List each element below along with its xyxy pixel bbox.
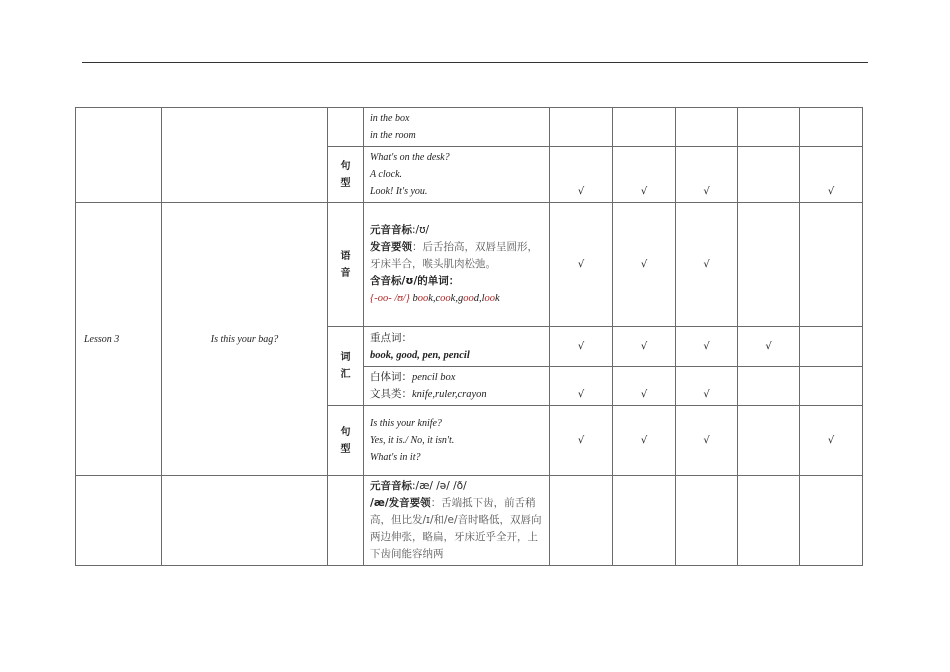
other-vocab-cell [364, 367, 550, 406]
check-mark: √ [613, 406, 676, 476]
category-cell-empty [328, 476, 364, 566]
check-cell [800, 203, 863, 327]
white-vocab-label: 白体词： [370, 371, 412, 383]
example-word [482, 293, 500, 304]
word-part: c [435, 293, 441, 304]
lesson-plan-table [75, 107, 863, 566]
category-vocab [328, 327, 364, 406]
word-part: b [412, 293, 418, 304]
check-cell [800, 476, 863, 566]
check-mark: √ [550, 147, 613, 203]
word-highlight: oo [484, 293, 495, 304]
check-cell [676, 108, 738, 147]
phonics-symbol: :/æ/ /ə/ /ð/ [412, 480, 467, 492]
check-mark: √ [800, 147, 863, 203]
check-mark: √ [676, 367, 738, 406]
category-char: 汇 [340, 369, 351, 380]
lesson-cell-empty [76, 108, 162, 203]
phonics-cell: 元音音标:/ʊ/ 发音要领：后舌抬高，双唇呈圆形，牙床半合，喉头肌肉松弛。 含音标/ʊ/的单词： {-oo- /ʊ/} book,cook,good,look [364, 203, 550, 327]
word-part: g [457, 293, 464, 304]
word-highlight: oo [417, 293, 429, 304]
category-char: 语 [340, 250, 351, 262]
stationery-words: knife,ruler,crayon [412, 389, 487, 400]
check-mark: √ [676, 406, 738, 476]
check-cell [550, 108, 613, 147]
category-sentence [328, 406, 364, 476]
pronunciation-label: 发音要领 [370, 241, 412, 253]
pronunciation-text: ：后舌抬高，双唇呈圆形，牙床半合，喉头肌肉松弛。 [370, 241, 538, 270]
word-part: k [450, 293, 456, 304]
check-cell [738, 476, 800, 566]
category-sentence [328, 147, 364, 203]
check-mark: √ [550, 367, 613, 406]
phoneme-rule: {-oo- /ʊ/} [370, 293, 410, 304]
check-cell [738, 147, 800, 203]
check-mark: √ [800, 406, 863, 476]
words-colon: ： [448, 275, 460, 287]
sentence-text: What's in it? [370, 452, 421, 463]
phrases-cell [364, 108, 550, 147]
word-part: d [473, 293, 479, 304]
sentences-cell [364, 406, 550, 476]
category-char: 型 [340, 443, 351, 455]
stationery-label: 文具类： [370, 388, 412, 400]
sentence-text: What's on the desk? [370, 152, 450, 163]
check-mark: √ [613, 147, 676, 203]
phrase-text: in the room [370, 130, 416, 141]
check-mark: √ [550, 327, 613, 367]
check-mark: √ [550, 203, 613, 327]
phonics-label: 元音音标 [370, 480, 412, 492]
sentence-text: Look! It's you. [370, 186, 428, 197]
word-highlight: oo [440, 293, 451, 304]
title-cell-empty [162, 476, 328, 566]
category-phonics [328, 203, 364, 327]
sentence-text: A clock. [370, 169, 403, 180]
check-cell [800, 367, 863, 406]
category-char: 词 [340, 352, 351, 363]
check-cell [613, 108, 676, 147]
words-label: 含音标/ʊ/的单词 [370, 275, 449, 287]
check-cell [800, 108, 863, 147]
lesson-label: Lesson 3 [76, 203, 162, 476]
word-part: k [428, 293, 433, 304]
phonics-label: 元音音标 [370, 224, 412, 236]
table-row [76, 203, 863, 327]
lesson-cell-empty [76, 476, 162, 566]
key-vocab-label: 重点词： [370, 331, 412, 344]
category-char: 句 [340, 160, 351, 172]
word-part: l [481, 293, 485, 304]
table-row [76, 108, 863, 147]
check-mark: √ [613, 203, 676, 327]
phonics-symbol: :/ʊ/ [412, 224, 430, 236]
phrase-text: in the box [370, 113, 410, 124]
check-mark: √ [738, 327, 800, 367]
white-vocab-words: pencil box [412, 372, 456, 383]
example-word [412, 293, 432, 304]
category-cell-empty [328, 108, 364, 147]
pronunciation-text: ：舌端抵下齿，前舌稍高，但比发/ɪ/和/e/音时略低，双唇向两边伸张，略扁，牙床近乎全开，上下齿间能容纳两 [370, 497, 542, 560]
lesson-title: Is this your bag? [162, 203, 328, 476]
check-cell [613, 476, 676, 566]
check-cell [676, 476, 738, 566]
check-cell [738, 108, 800, 147]
category-char: 音 [340, 267, 351, 279]
pronunciation-label: /æ/发音要领 [370, 497, 431, 509]
check-mark: √ [613, 327, 676, 367]
category-char: 型 [340, 177, 351, 189]
category-char: 句 [340, 426, 351, 438]
key-vocab-cell [364, 327, 550, 367]
check-cell [738, 367, 800, 406]
check-mark: √ [676, 327, 738, 367]
example-word [435, 293, 455, 304]
word-part: k [495, 293, 500, 304]
check-mark: √ [676, 147, 738, 203]
check-mark: √ [676, 203, 738, 327]
table-row [76, 476, 863, 566]
check-cell [738, 203, 800, 327]
check-cell [738, 406, 800, 476]
header-rule [82, 62, 868, 63]
example-word [458, 293, 479, 304]
check-cell [550, 476, 613, 566]
sentences-cell [364, 147, 550, 203]
check-mark: √ [613, 367, 676, 406]
check-mark: √ [550, 406, 613, 476]
sentence-text: Yes, it is./ No, it isn't. [370, 435, 455, 446]
title-cell-empty [162, 108, 328, 203]
word-highlight: oo [463, 293, 474, 304]
key-vocab-words: book, good, pen, pencil [370, 349, 470, 361]
check-cell [800, 327, 863, 367]
sentence-text: Is this your knife? [370, 418, 442, 429]
phonics-cell [364, 476, 550, 566]
